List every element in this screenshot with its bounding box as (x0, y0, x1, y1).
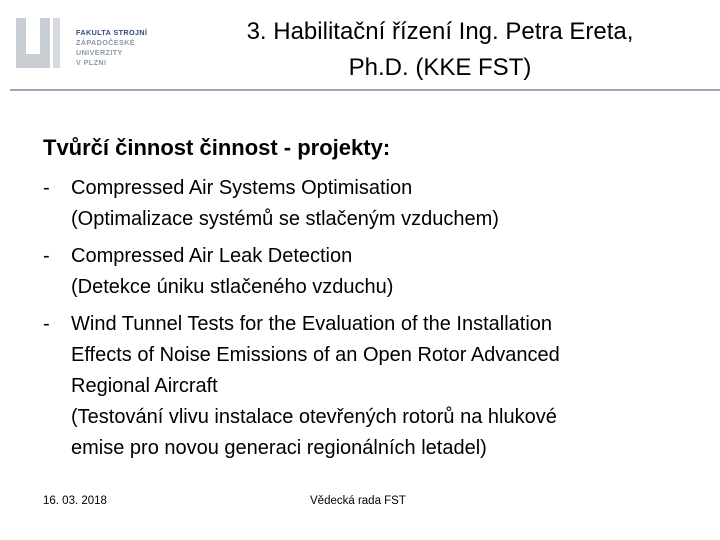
title-line-2: Ph.D. (KKE FST) (348, 54, 532, 81)
item-text-line: Compressed Air Leak Detection (71, 245, 353, 267)
list-dash: - (43, 313, 50, 335)
item-text-line: emise pro novou generaci regionálních letadel) (71, 437, 487, 459)
item-text-line: Wind Tunnel Tests for the Evaluation of the Installation (71, 313, 553, 335)
item-text-line: Regional Aircraft (71, 375, 218, 397)
title-line-1: 3. Habilitační řízení Ing. Petra Ereta, (246, 18, 634, 45)
logo-text-line: ZÁPADOČESKÉ (76, 38, 135, 47)
item-text-line: (Optimalizace systémů se stlačeným vzduchem) (71, 208, 499, 230)
item-text-line: Compressed Air Systems Optimisation (71, 177, 413, 199)
logo-text-line: UNIVERZITY (76, 48, 123, 57)
list-dash: - (43, 245, 50, 267)
faculty-name (76, 28, 166, 68)
logo-text-line: FAKULTA STROJNÍ (76, 28, 148, 37)
footer-text: Vědecká rada FST (310, 495, 406, 507)
logo-text-line: V PLZNI (76, 58, 107, 67)
list-item (43, 241, 703, 303)
item-text-line: (Detekce úniku stlačeného vzduchu) (71, 276, 394, 298)
project-list (43, 173, 703, 470)
item-text-line: Effects of Noise Emissions of an Open Rotor Advanced (71, 344, 560, 366)
faculty-logo (10, 14, 155, 76)
slide-title (170, 14, 710, 86)
list-item (43, 309, 703, 464)
list-dash: - (43, 177, 50, 199)
section-heading: Tvůrčí činnost činnost - projekty: (43, 135, 391, 160)
item-text-line: (Testování vlivu instalace otevřených rotorů na hlukové (71, 406, 557, 428)
list-item (43, 173, 703, 235)
title-divider (10, 89, 720, 91)
university-logo-icon (10, 14, 62, 72)
footer-date: 16. 03. 2018 (43, 495, 107, 507)
